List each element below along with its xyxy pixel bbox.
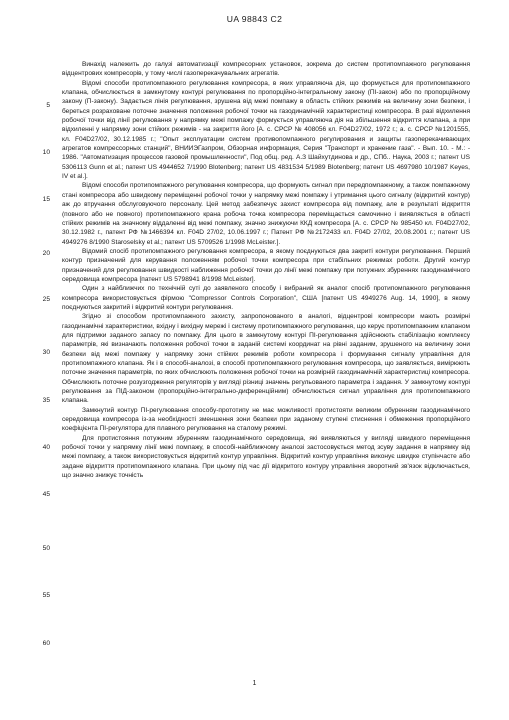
line-number: 50 xyxy=(42,545,50,552)
line-number: 20 xyxy=(42,250,50,257)
line-number: 55 xyxy=(42,592,50,599)
page-number: 1 xyxy=(252,680,257,687)
line-number: 15 xyxy=(42,196,50,203)
paragraph: Один з найближчих по технічній суті до заявленого способу і вибраний як аналог спосіб протипомпажного регулювання компресора використовується фірмою "Compressor Controls Corporation", США [патент US 4949276 Aug. 14, 1990], в якому поєднуються закритий і відкритий контури регулювання. xyxy=(62,285,470,311)
line-number: 25 xyxy=(42,296,50,303)
line-number: 10 xyxy=(42,149,50,156)
line-number: 40 xyxy=(42,444,50,451)
paragraph: Відомий спосіб протипомпажного регулювання компресора, в якому поєднуються два закриті контури регулювання. Перший контур призначений для керування положенням робочої точки компресора при стабільних режимах роботи. Другий контур призначений для регулювання швидкості наближення робочої точки до лінії межі помпажу при потужних збуреннях газодинамічного середовища компресора [патент US 5798941 8/1998 McLeister]. xyxy=(62,247,470,283)
line-number: 45 xyxy=(42,491,50,498)
paragraph: Для протистояння потужним збуренням газодинамічного середовища, які виявляються у вигляді швидкого переміщення робочої точки у напрямку лінії межі помпажу, в способі-найближчому аналозі застосовується метод зсуву задання в напрямку від межі помпажу, а також використовується відкритий контур управління. Відкритий контур управління виконує швидке ступінчасте або задане відкриття протипомпажного клапана. При цьому під час дії відкритого контуру управління зворотний зв'язок відключається, що значно знижує точність xyxy=(62,434,470,480)
paragraph: Згідно зі способом протипомпажного захисту, запропонованого в аналогі, відцентрові компресори мають розмірні газодинамічні характеристики, вхідну і вихідну мережі і систему протипомпажного регулювання, що керує протипомпажним клапаном для підтримки заданого запасу по помпажу. Для цього в замкнутому контурі ПІ-регулювання здійснюють стабілізацію комплексу параметрів, які визначають положення робочої точки в заданій системі координат на рівні заданим, зрушеного на величину зони безпеки від межі помпажу у напрямку зони стійких режимів роботи компресора і формування сигналу управління для протипомпажного клапана. Як і в способі-аналозі, в способі протипомпажного регулювання компресора, що заявляється, вимірюють поточне значення параметрів, по яких обчислюють положення робочої точки на розмірній газодинамічній характеристиці компресора. Обчислюють поточне розузгодження регуляторів у вигляді різниці значень регульованого параметра і задання. У замкнутому контурі регулювання за ПІД-законом (пропорційно-інтегрально-диференційним) обчислюється сигнал управління для протипомпажного клапана. xyxy=(62,313,470,405)
document-header: UA 98843 C2 xyxy=(226,14,283,24)
line-number: 5 xyxy=(46,102,50,109)
line-number: 30 xyxy=(42,349,50,356)
paragraph: Винахід належить до галузі автоматизації компресорних установок, зокрема до систем протипомпажного регулювання відцентрових компресорів, у тому числі газоперекачувальних агрегатів. xyxy=(62,61,470,78)
paragraph: Відомі способи протипомпажного регулювання компресора, в яких управляюча дія, що формується для протипомпажного клапана, обчислюється в замкнутому контурі регулювання по пропорційно-інтегральному закону (ПІ-закон) або по пропорційному закону (П-закону). Задається лінія регулювання, зрушена від межі помпажу в область стійких режимів на величину зони безпеки, і береться розраховане поточне значення положення робочої точки на газодинамічній характеристиці компресора. В разі відхилення робочої точки від лінії регулювання у напрямку межі помпажу формується управляюча дія на збільшення відкриття клапана, а при відхиленні у напрямку зони стійких режимів - на закриття його [А. с. СРСР № 408056 кл. F04D27/02, 1972 г.; а. с. СРСР №1201555, кл. F04D27/02, 30.12.1985 г.; "Опыт эксплуатации систем противопомпажного регулирования и защиты газоперекачивающих агрегатов компрессорных станций", ВНИИЭГазпром, Обзорная информация, Серия "Транспорт и хранение газа". - Вып. 10. - М.: - 1986. "Автоматизация процессов газовой промышленности", Под общ. ред. А.З Шайхутдинова и др., СПб.. Наука, 2003 г.; патент US 5306113 Gunn et al.; патент US 4944652 7/1990 Blotenberg; патент US 4831534 5/1989 Blotenberg; патент US 4697980 10/1987 Keyes, IV et al.]. xyxy=(62,79,470,181)
document-body xyxy=(62,60,470,480)
line-number: 60 xyxy=(42,640,50,647)
paragraph: Замкнутий контур ПІ-регулювання способу-прототипу не має можливості протистояти великим обуренням газодинамічного середовища компресора із-за необхідності зменшення зони безпеки при заданому ступені стиснення і обмеження пропорційного коефіцієнта ПІ-регулятора для плавного регулювання на сталому режимі. xyxy=(62,406,470,433)
line-number: 35 xyxy=(42,397,50,404)
paragraph: Відомі способи протипомпажного регулювання компресора, що формують сигнал при передпомпажному, а також помпажному стані компресора або швидкому переміщенні робочої точки у напрямку межі помпажу і утримання цього сигналу (відкритий контур) аж до втручання обслуговуючого персоналу. Цей метод забезпечує захист компресора від помпажу, але в результаті відкриття (повного або не повного) протипомпажного крана робоча точка компресора переміщається самочинно і виявляється в області стійких режимів на значному віддаленні від межі помпажу, значно знижуючи ККД компресора [А. с. СРСР № 985450 кл. F04D27/02, 30.12.1982 г., патент РФ №1466394 кл. F04D 27/02, 10.06.1997 г.; Патент РФ №2172433 кл. F04D 27/02, 20.08.2001 г.; патент US 4949276 8/1990 Staroselsky et al.; патент US 5709526 1/1998 McLeister.]. xyxy=(62,182,470,246)
